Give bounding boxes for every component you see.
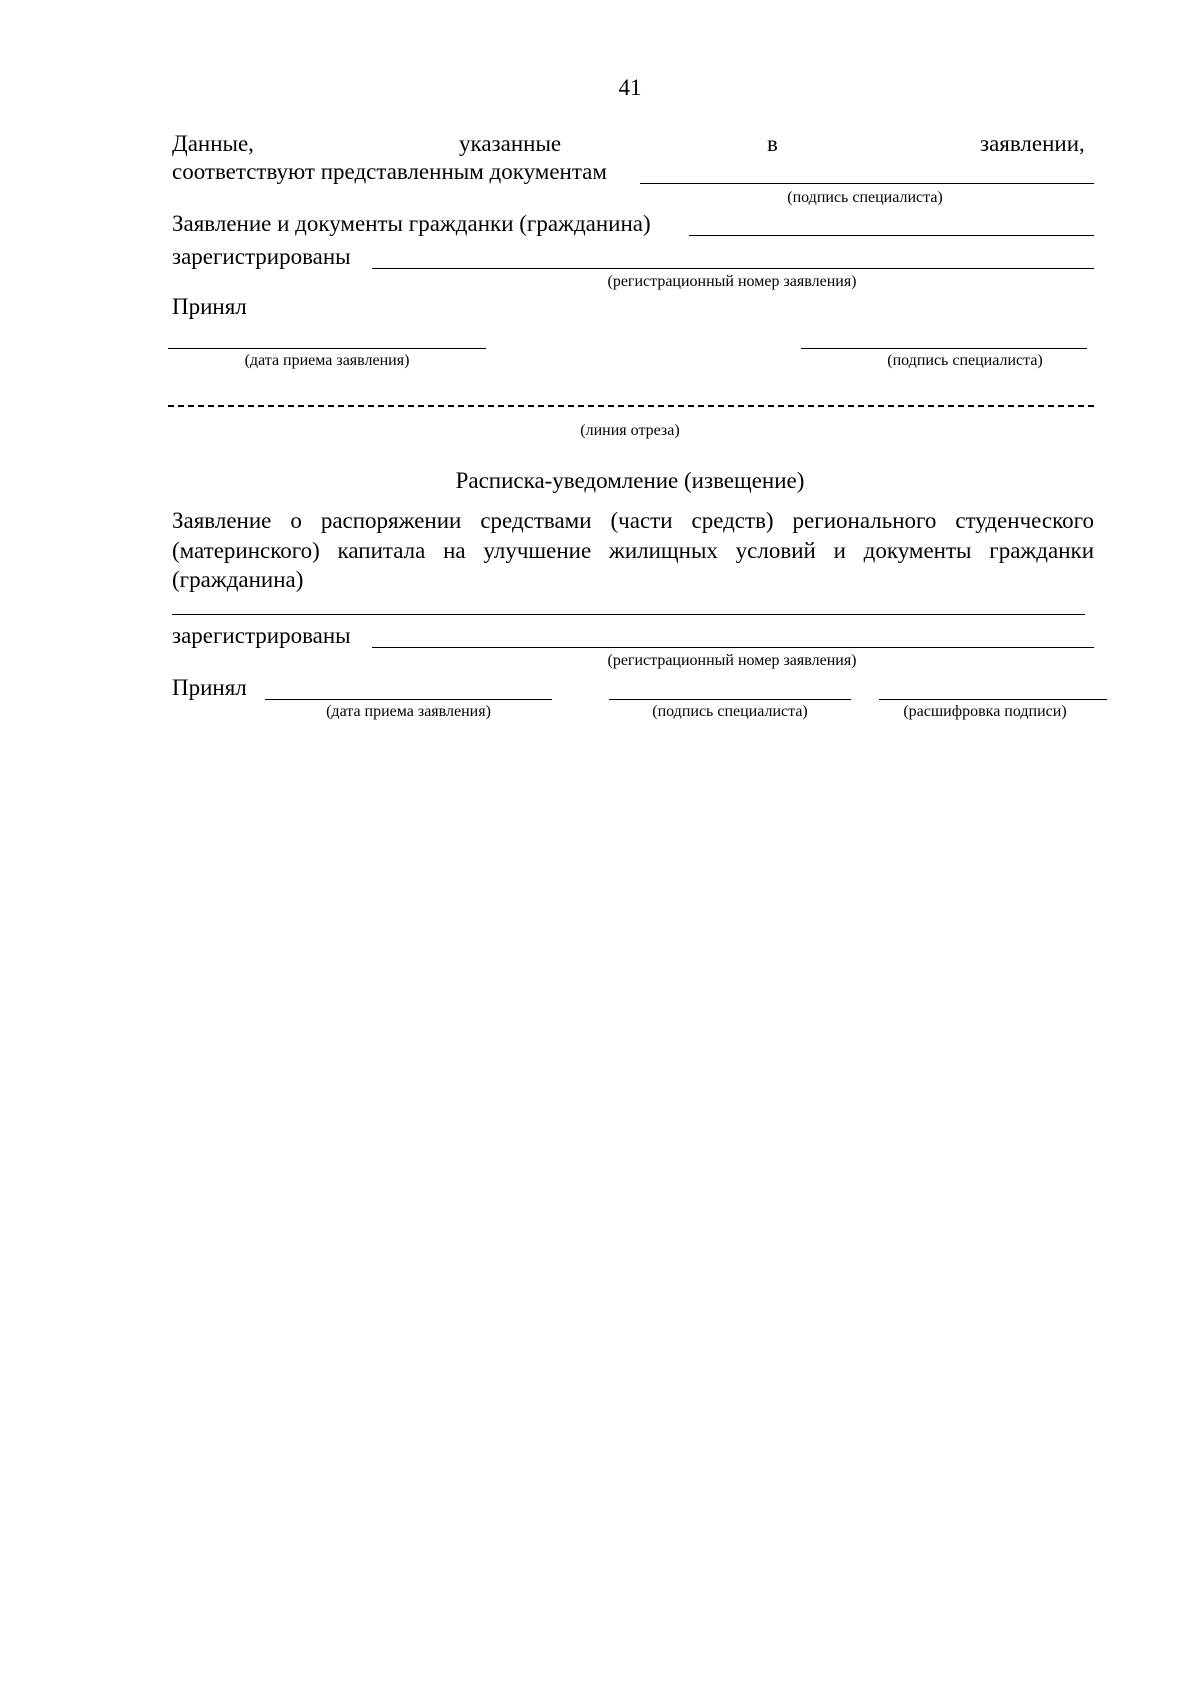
acceptance-date-line[interactable] [168,348,486,349]
caption-receipt-registration-number: (регистрационный номер заявления) [607,652,857,669]
caption-cut-line: (линия отреза) [580,422,680,439]
receipt-paragraph-line-3: (гражданина) [172,567,304,592]
statement-word-4: заявлении, [980,131,1085,156]
receipt-registered-text: зарегистрированы [172,623,351,648]
receipt-registration-number-line[interactable] [372,647,1094,648]
caption-acceptance-date: (дата приема заявления) [244,352,410,369]
statement-word-1: Данные, [172,131,254,156]
registration-number-line[interactable] [372,268,1094,269]
cut-line [168,405,1094,407]
receipt-title: Расписка-уведомление (извещение) [455,468,805,493]
page-number: 41 [618,75,642,100]
caption-specialist-signature: (подпись специалиста) [787,189,943,206]
caption-receipt-acceptance-date: (дата приема заявления) [326,703,491,720]
receipt-signature-decoding-line[interactable] [879,699,1107,700]
caption-receipt-signature-decoding: (расшифровка подписи) [903,703,1067,720]
specialist-signature-line[interactable] [640,183,1094,184]
statement-word-3: в [767,131,778,156]
caption-specialist-signature-2: (подпись специалиста) [887,352,1043,369]
documents-text: Заявление и документы гражданки (гражданина) [172,211,651,236]
receipt-paragraph-line-1: Заявление о распоряжении средствами (части средств) регионального студенческого [172,508,1094,533]
applicant-name-line[interactable] [689,235,1094,236]
receipt-acceptance-date-line[interactable] [265,699,552,700]
correspond-text: соответствуют представленным документам [172,159,607,184]
receipt-accepted-label: Принял [172,675,247,700]
accepted-label: Принял [172,294,247,319]
statement-word-2: указанные [459,131,562,156]
specialist-signature-line-2[interactable] [801,348,1087,349]
receipt-specialist-signature-line[interactable] [609,699,851,700]
registered-text: зарегистрированы [172,244,351,269]
caption-registration-number: (регистрационный номер заявления) [607,273,857,290]
caption-receipt-specialist-signature: (подпись специалиста) [652,703,808,720]
applicant-name-line-2[interactable] [172,614,1085,615]
receipt-paragraph-line-2: (материнского) капитала на улучшение жилищных условий и документы гражданки [172,538,1094,563]
